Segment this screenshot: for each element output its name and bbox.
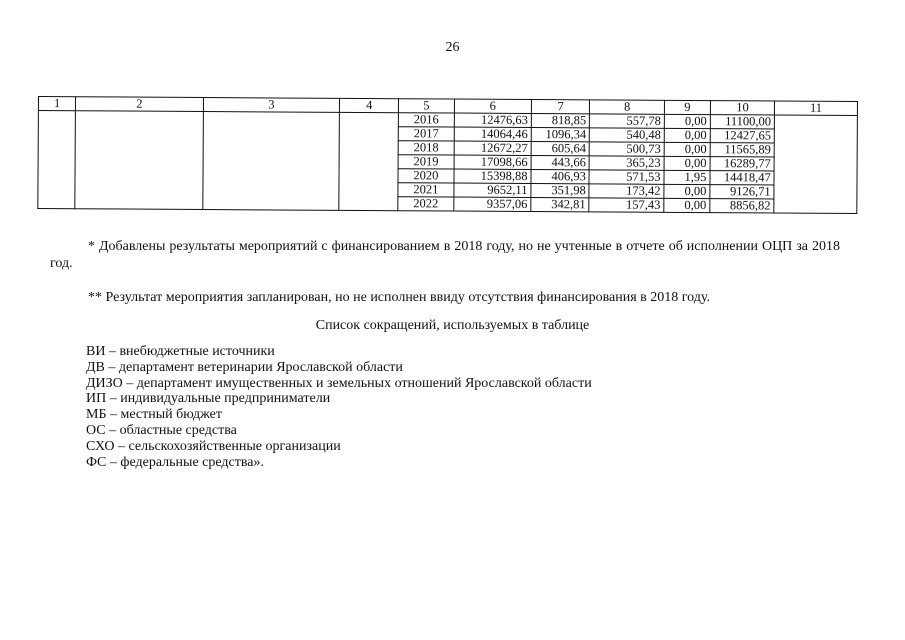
- header-cell: 11: [775, 101, 858, 116]
- value-cell: 0,00: [664, 142, 710, 156]
- header-cell: 3: [203, 98, 340, 113]
- value-cell: 557,78: [590, 114, 665, 128]
- year-cell: 2022: [398, 197, 453, 211]
- footnote-1: * Добавлены результаты мероприятий с финансированием в 2018 году, но не учтенные в отчете об исполнении ОЦП за 2018 год.: [50, 239, 840, 271]
- year-cell: 2021: [398, 183, 453, 197]
- abbreviation-item: СХО – сельскохозяйственные организации: [86, 438, 341, 454]
- abbreviation-item: ДИЗО – департамент имущественных и земельных отношений Ярославской области: [86, 375, 592, 391]
- year-cell: 2019: [398, 155, 453, 169]
- value-cell: 443,66: [531, 156, 589, 170]
- header-cell: 8: [590, 100, 665, 114]
- year-cell: 2020: [398, 169, 453, 183]
- abbreviation-item: МБ – местный бюджет: [86, 407, 222, 423]
- header-cell: 4: [340, 98, 399, 112]
- value-cell: 0,00: [664, 128, 710, 142]
- year-cell: 2016: [399, 113, 454, 127]
- value-cell: 9357,06: [453, 197, 530, 211]
- abbreviation-item: ИП – индивидуальные предприниматели: [86, 391, 331, 407]
- value-cell: 12476,63: [454, 113, 531, 127]
- value-cell: 0,00: [664, 156, 710, 170]
- value-cell: 12427,65: [710, 129, 774, 143]
- abbreviations-list: [86, 344, 592, 470]
- header-cell: 7: [531, 100, 589, 114]
- value-cell: 173,42: [589, 184, 664, 198]
- value-cell: 818,85: [531, 114, 589, 128]
- value-cell: 365,23: [589, 156, 664, 170]
- value-cell: 500,73: [589, 142, 664, 156]
- value-cell: 571,53: [589, 170, 664, 184]
- value-cell: 540,48: [590, 128, 665, 142]
- value-cell: 11565,89: [710, 143, 774, 157]
- abbreviation-item: ОС – областные средства: [86, 422, 237, 438]
- value-cell: 157,43: [589, 198, 664, 212]
- value-cell: 15398,88: [454, 169, 531, 183]
- value-cell: 1096,34: [531, 128, 589, 142]
- value-cell: 12672,27: [454, 141, 531, 155]
- year-cell: 2018: [398, 141, 453, 155]
- value-cell: 342,81: [531, 198, 589, 212]
- value-cell: 8856,82: [710, 199, 774, 213]
- abbreviation-item: ФС – федеральные средства».: [86, 454, 264, 470]
- year-cell: 2017: [398, 127, 453, 141]
- footnote-2: ** Результат мероприятия запланирован, но не исполнен ввиду отсутствия финансирования в 2018 году.: [88, 290, 711, 305]
- value-cell: 0,00: [664, 114, 710, 128]
- blank-cell: [38, 111, 76, 209]
- header-cell: 10: [710, 101, 774, 115]
- blank-cell: [202, 112, 339, 211]
- header-cell: 1: [38, 97, 75, 111]
- value-cell: 9126,71: [710, 185, 774, 199]
- header-cell: 2: [76, 97, 203, 112]
- abbreviation-item: ДВ – департамент ветеринарии Ярославской области: [86, 359, 403, 375]
- abbreviations-title: Список сокращений, используемых в таблице: [315, 318, 590, 333]
- blank-cell: [774, 115, 857, 214]
- blank-cell: [75, 111, 203, 210]
- value-cell: 406,93: [531, 170, 589, 184]
- header-cell: 5: [399, 99, 454, 113]
- value-cell: 9652,11: [454, 183, 531, 197]
- header-cell: 9: [664, 100, 710, 114]
- value-cell: 11100,00: [710, 115, 774, 129]
- value-cell: 351,98: [531, 184, 589, 198]
- value-cell: 1,95: [664, 170, 710, 184]
- value-cell: 0,00: [664, 198, 710, 212]
- header-cell: 6: [454, 99, 531, 113]
- data-table: [37, 96, 858, 214]
- value-cell: 16289,77: [710, 157, 774, 171]
- value-cell: 0,00: [664, 184, 710, 198]
- abbreviation-item: ВИ – внебюджетные источники: [86, 344, 275, 359]
- blank-cell: [339, 112, 399, 210]
- value-cell: 14064,46: [454, 127, 531, 141]
- value-cell: 605,64: [531, 142, 589, 156]
- value-cell: 14418,47: [710, 171, 774, 185]
- page-number: 26: [445, 40, 460, 55]
- value-cell: 17098,66: [454, 155, 531, 169]
